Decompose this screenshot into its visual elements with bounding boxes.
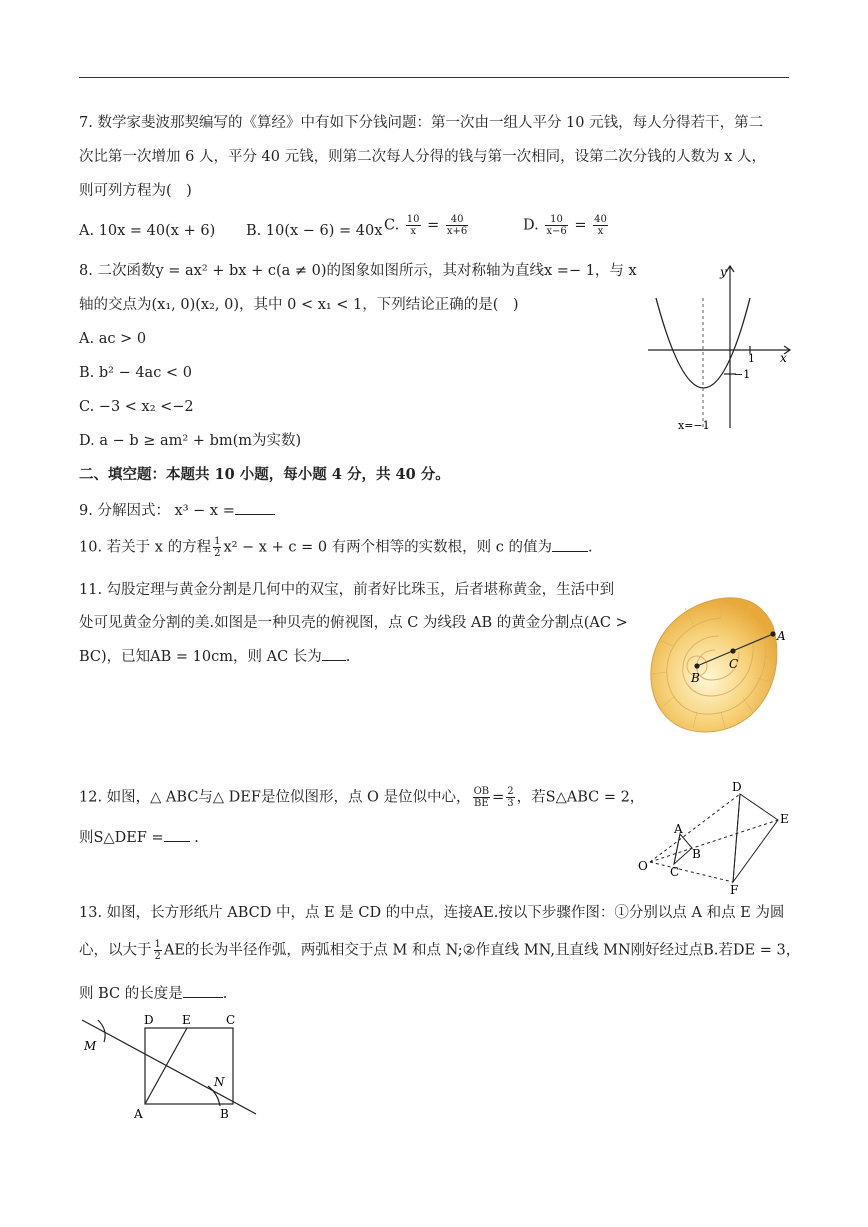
point-d-label: D (732, 780, 742, 794)
q8-line1: 8. 二次函数y = ax² + bx + c(a ≠ 0)的图象如图所示，其对称轴为直线x =− 1，与 x (79, 263, 637, 279)
point-f-label: F (730, 883, 739, 897)
q11-line2: 处可见黄金分割的美.如图是一种贝壳的俯视图，点 C 为线段 AB 的黄金分割点(AC > (79, 615, 628, 631)
q13-line3: 则 BC 的长度是 . (79, 986, 228, 1002)
line-mn (82, 1020, 256, 1114)
q11-line3: BC)，已知AB = 10cm，则 AC 长为 . (79, 649, 351, 665)
q13-line1: 13. 如图，长方形纸片 ABCD 中，点 E 是 CD 的中点，连接AE.按以下步骤作图：①分别以点 A 和点 E 为圆 (79, 905, 785, 921)
point-e-label: E (780, 812, 789, 826)
q7-option-c: C. $\frac{10}{x}$ = $\frac{40}{x+6}$ (384, 214, 468, 237)
q10-blank (552, 551, 588, 552)
fig-x-label: x (780, 351, 787, 365)
point-a-label: A (674, 822, 683, 836)
q8-option-c: C. −3 < x₂ <−2 (79, 399, 194, 415)
q7-line3: 则可列方程为( ) (79, 183, 192, 199)
fig-tick-neg1: −1 (734, 368, 751, 381)
header-rule (79, 77, 789, 78)
point-o-label: O (638, 859, 648, 873)
q12-homothety-figure (630, 776, 800, 898)
q11-blank (322, 660, 346, 661)
fig-y-label: y (720, 265, 727, 279)
point-b-label: B (692, 847, 701, 861)
q12-blank (164, 841, 190, 842)
point-n-label: N (214, 1075, 225, 1089)
fig-tick-1: 1 (748, 352, 755, 365)
q8-line2: 轴的交点为(x₁, 0)(x₂, 0)，其中 0 < x₁ < 1，下列结论正确的是( ) (79, 297, 519, 313)
section-2-heading: 二、填空题：本题共 10 小题，每小题 4 分，共 40 分。 (79, 466, 450, 483)
q12-line1: 12. 如图，△ ABC与△ DEF是位似图形，点 O 是位似中心， $\frac{OB}{BE}$ = $\frac{2}{3}$ ，若S△ABC = 2， (79, 786, 645, 809)
q7-option-d: D. $\frac{10}{x-6}$ = $\frac{40}{x}$ (523, 214, 607, 237)
q11-line1: 11. 勾股定理与黄金分割是几何中的双宝，前者好比珠玉，后者堪称黄金，生活中到 (79, 582, 615, 598)
q9-line: 9. 分解因式： x³ − x = (79, 501, 275, 521)
point-a-label: A (134, 1107, 143, 1121)
q8-option-b: B. b² − 4ac < 0 (79, 365, 192, 381)
q7-option-a: A. 10x = 40(x + 6) (79, 223, 216, 239)
q8-option-d: D. a − b ≥ am² + bm(m为实数) (79, 433, 302, 449)
q13-line2: 心，以大于 $\frac{1}{2}$ AE的长为半径作弧，两弧相交于点 M 和点 N;②作直线 MN,且直线 MN刚好经过点B.若DE = 3， (79, 939, 801, 962)
point-m-label: M (84, 1039, 97, 1053)
point-e-label: E (182, 1013, 191, 1027)
q7-line1: 7. 数学家斐波那契编写的《算经》中有如下分钱问题：第一次由一组人平分 10 元钱，每人分得若干，第二 (79, 115, 764, 131)
q9-blank (235, 514, 275, 515)
q8-option-a: A. ac > 0 (79, 331, 147, 347)
q13-blank (183, 997, 223, 998)
q10-line: 10. 若关于 x 的方程 $\frac{1}{2}$ x² − x + c = 0 有两个相等的实数根，则 c 的值为 . (79, 536, 593, 559)
shell-body (651, 598, 777, 732)
fig-axis-label: x=−1 (678, 419, 710, 432)
q13-rectangle-figure (74, 1008, 264, 1126)
point-a-label: A (777, 629, 786, 643)
point-c-label: C (226, 1013, 236, 1027)
point-b-label: B (691, 671, 700, 685)
rectangle-abcd (145, 1028, 233, 1104)
point-d-label: D (144, 1013, 154, 1027)
q7-line2: 次比第一次增加 6 人，平分 40 元钱，则第二次每人分得的钱与第一次相同，设第二次分钱的人数为 x 人， (79, 149, 767, 165)
q11-shell-figure (645, 574, 795, 736)
q12-line2: 则S△DEF = . (79, 830, 199, 846)
point-b-label: B (220, 1107, 229, 1121)
q7-option-b: B. 10(x − 6) = 40x (246, 223, 383, 239)
point-c-label: C (729, 657, 739, 671)
point-c-label: C (670, 865, 680, 879)
q8-parabola-figure (640, 258, 800, 436)
